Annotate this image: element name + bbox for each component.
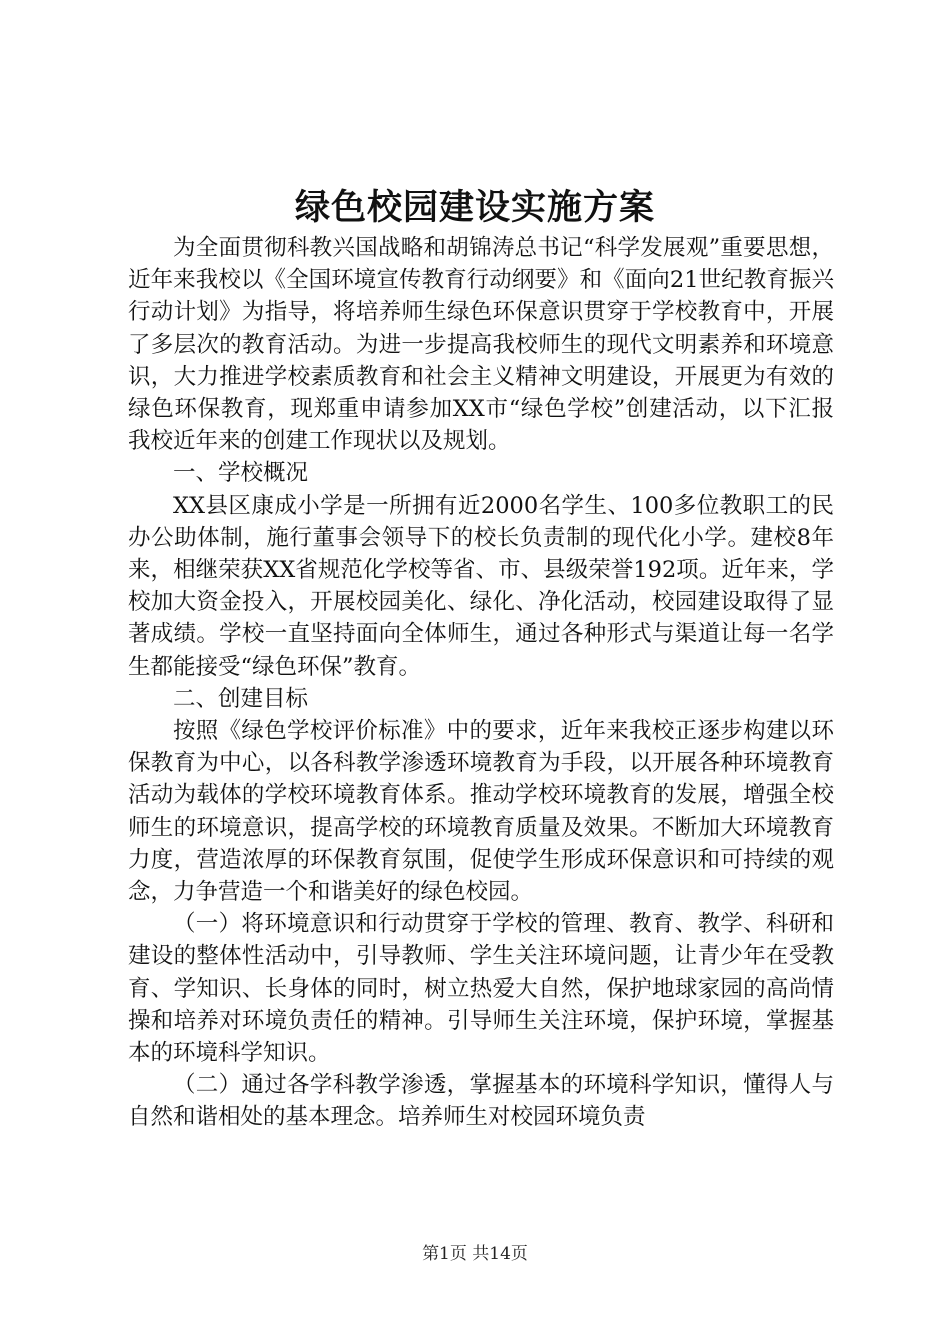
- intro-paragraph: 为全面贯彻科教兴国战略和胡锦涛总书记“科学发展观”重要思想，近年来我校以《全国环境宣传教育行动纲要》和《面向21世纪教育振兴行动计划》为指导，将培养师生绿色环保意识贯穿于学校教育中，开展了多层次的教育活动。为进一步提高我校师生的现代文明素养和环境意识，大力推进学校素质教育和社会主义精神文明建设，开展更为有效的绿色环保教育，现郑重申请参加XX市“绿色学校”创建活动，以下汇报我校近年来的创建工作现状以及规划。: [128, 235, 834, 455]
- section-heading-school-overview: 一、学校概况: [173, 460, 309, 487]
- document-body: [128, 232, 834, 1134]
- page-number-footer: 第1页 共14页: [422, 1244, 528, 1264]
- document-title: 绿色校园建设实施方案: [294, 187, 655, 228]
- goals-paragraph: 按照《绿色学校评价标准》中的要求，近年来我校正逐步构建以环保教育为中心，以各科教学渗透环境教育为手段，以开展各种环境教育活动为载体的学校环境教育体系。推动学校环境教育的发展，增强全校师生的环境意识，提高学校的环境教育质量及效果。不断加大环境教育力度，营造浓厚的环保教育氛围，促使学生形成环保意识和可持续的观念，力争营造一个和谐美好的绿色校园。: [128, 718, 834, 906]
- goal-item-2: （二）通过各学科教学渗透，掌握基本的环境科学知识，懂得人与自然和谐相处的基本理念。培养师生对校园环境负责: [128, 1072, 834, 1131]
- goal-item-1: （一）将环境意识和行动贯穿于学校的管理、教育、教学、科研和建设的整体性活动中，引导教师、学生关注环境问题，让青少年在受教育、学知识、长身体的同时，树立热爱大自然，保护地球家园的高尚情操和培养对环境负责任的精神。引导师生关注环境，保护环境，掌握基本的环境科学知识。: [128, 911, 834, 1067]
- school-overview-paragraph: XX县区康成小学是一所拥有近2000名学生、100多位教职工的民办公助体制，施行董事会领导下的校长负责制的现代化小学。建校8年来，相继荣获XX省规范化学校等省、市、县级荣誉192项。近年来，学校加大资金投入，开展校园美化、绿化、净化活动，校园建设取得了显著成绩。学校一直坚持面向全体师生，通过各种形式与渠道让每一名学生都能接受“绿色环保”教育。: [128, 492, 834, 680]
- section-heading-goals: 二、创建目标: [173, 685, 309, 712]
